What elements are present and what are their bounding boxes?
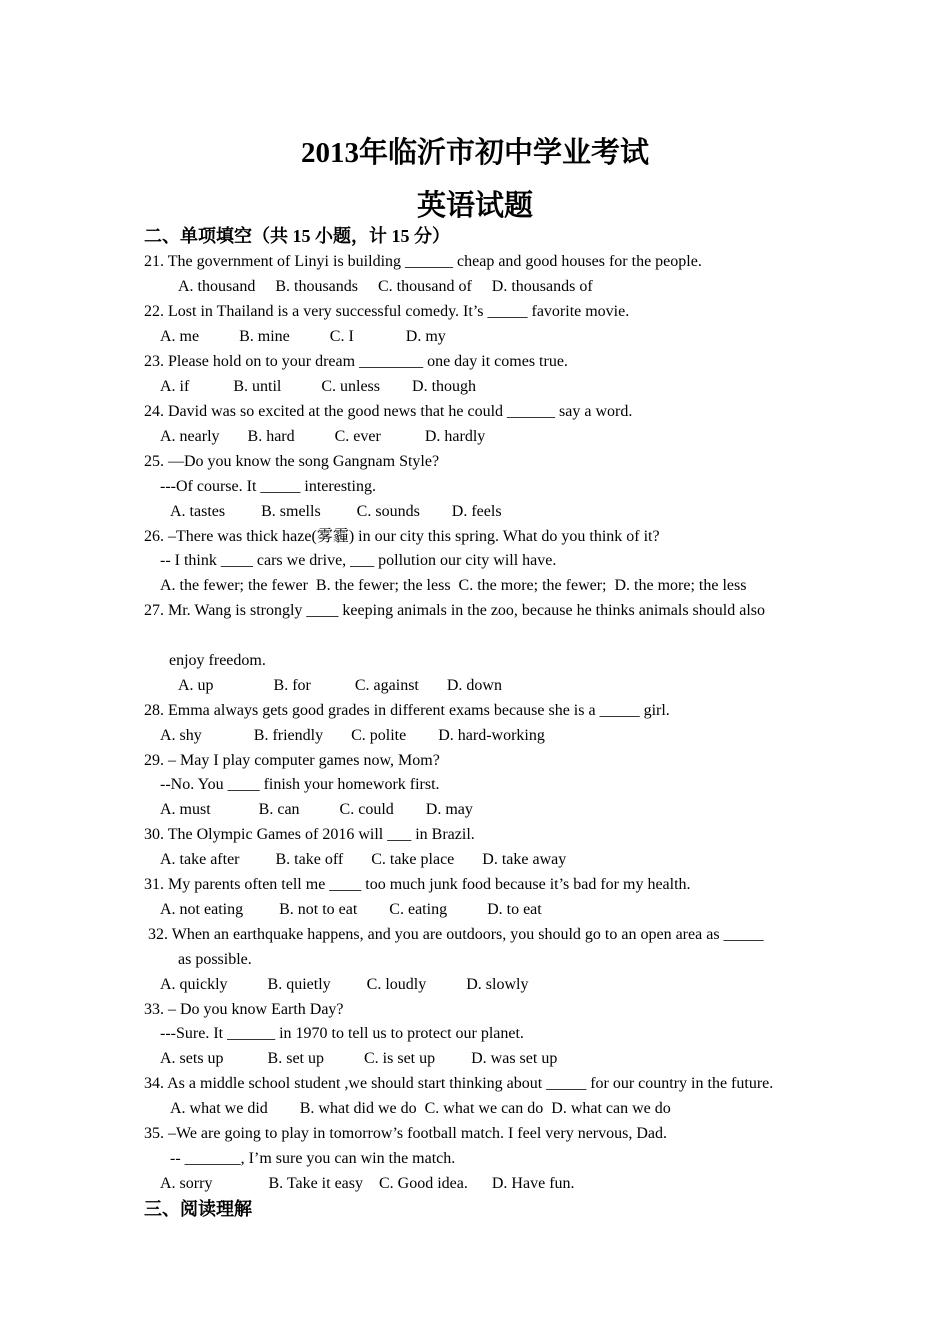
question-stem: 28. Emma always gets good grades in different exams because she is a _____ girl. (144, 702, 670, 719)
page-title: 2013年临沂市初中学业考试 (300, 137, 649, 169)
question-stem: 31. My parents often tell me ____ too much junk food because it’s bad for my health. (144, 876, 691, 893)
question-options: A. not eating B. not to eat C. eating D. to eat (160, 901, 542, 918)
question-reply: ---Of course. It _____ interesting. (160, 478, 376, 495)
question-options: A. sets up B. set up C. is set up D. was set up (160, 1050, 558, 1067)
question-stem: 23. Please hold on to your dream ________ one day it comes true. (144, 353, 568, 370)
question-options: A. must B. can C. could D. may (160, 801, 473, 818)
question-options: A. quickly B. quietly C. loudly D. slowly (160, 976, 529, 993)
question-reply: -- _______, I’m sure you can win the match. (170, 1150, 456, 1167)
question-options: A. me B. mine C. I D. my (160, 328, 446, 345)
page-subtitle: 英语试题 (416, 190, 533, 222)
question-continuation: enjoy freedom. (169, 652, 266, 669)
question-stem: 30. The Olympic Games of 2016 will ___ in Brazil. (144, 826, 475, 843)
question-options: A. take after B. take off C. take place D. take away (160, 851, 567, 868)
section-heading: 二、单项填空（共 15 小题，计 15 分） (144, 226, 450, 246)
question-stem: 32. When an earthquake happens, and you are outdoors, you should go to an open area as _____ (148, 926, 764, 943)
question-stem: 27. Mr. Wang is strongly ____ keeping animals in the zoo, because he thinks animals should also (144, 602, 765, 619)
question-options: A. sorry B. Take it easy C. Good idea. D. Have fun. (160, 1175, 575, 1192)
question-options: A. thousand B. thousands C. thousand of D. thousands of (178, 278, 593, 295)
question-stem: 29. – May I play computer games now, Mom? (144, 752, 440, 769)
question-stem: 24. David was so excited at the good news that he could ______ say a word. (144, 403, 633, 420)
question-stem: 25. —Do you know the song Gangnam Style? (144, 453, 440, 470)
question-stem: 26. –There was thick haze(雾霾) in our city this spring. What do you think of it? (144, 528, 660, 545)
question-options: A. tastes B. smells C. sounds D. feels (170, 503, 502, 520)
question-stem: 35. –We are going to play in tomorrow’s football match. I feel very nervous, Dad. (144, 1125, 668, 1142)
question-options: A. the fewer; the fewer B. the fewer; the less C. the more; the fewer; D. the more; the less (160, 577, 747, 594)
question-reply: ---Sure. It ______ in 1970 to tell us to protect our planet. (160, 1025, 524, 1042)
question-stem: 21. The government of Linyi is building ______ cheap and good houses for the people. (144, 253, 702, 270)
question-options: A. nearly B. hard C. ever D. hardly (160, 428, 486, 445)
question-stem: 33. – Do you know Earth Day? (144, 1001, 344, 1018)
question-options: A. up B. for C. against D. down (178, 677, 502, 694)
question-options: A. shy B. friendly C. polite D. hard-working (160, 727, 545, 744)
section-heading: 三、阅读理解 (144, 1199, 252, 1219)
question-options: A. if B. until C. unless D. though (160, 378, 477, 395)
question-stem: 22. Lost in Thailand is a very successful comedy. It’s _____ favorite movie. (144, 303, 630, 320)
question-continuation: as possible. (178, 951, 252, 968)
question-reply: --No. You ____ finish your homework first. (160, 776, 440, 793)
question-reply: -- I think ____ cars we drive, ___ pollution our city will have. (160, 552, 557, 569)
question-options: A. what we did B. what did we do C. what we can do D. what can we do (170, 1100, 671, 1117)
question-stem: 34. As a middle school student ,we should start thinking about _____ for our country in the future. (144, 1075, 774, 1092)
